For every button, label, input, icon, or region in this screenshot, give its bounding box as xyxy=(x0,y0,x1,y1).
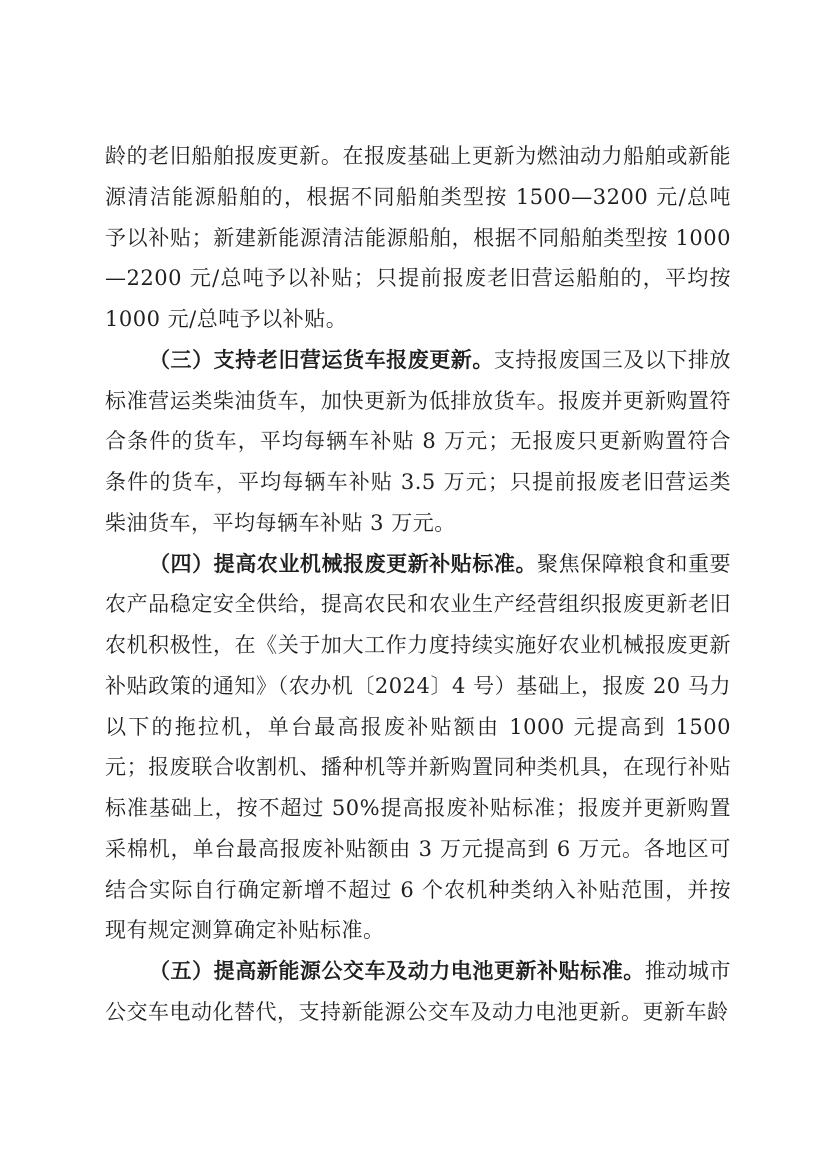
paragraph-item-4 xyxy=(105,544,731,952)
paragraph-continuation xyxy=(105,136,731,340)
paragraph-text: 支持报废国三及以下排放标准营运类柴油货车，加快更新为低排放货车。报废并更新购置符合条件的货车，平均每辆车补贴 8 万元；无报废只更新购置符合条件的货车，平均每辆车补贴 3.5 万元；只提前报废老旧营运类柴油货车，平均每辆车补贴 3 万元。 xyxy=(105,347,731,535)
paragraph-item-3 xyxy=(105,340,731,544)
document-body xyxy=(105,136,731,1033)
paragraph-text: 推动城市公交车电动化替代，支持新能源公交车及动力电池更新。更新车龄 xyxy=(105,959,732,1024)
paragraph-text: 聚焦保障粮食和重要农产品稳定安全供给，提高农民和农业生产经营组织报废更新老旧农机积极性，在《关于加大工作力度持续实施好农业机械报废更新补贴政策的通知》（农办机〔2024〕4 号）基础上，报废 20 马力以下的拖拉机，单台最高报废补贴额由 1000 元提高到 1500 元；报废联合收割机、播种机等并新购置同种类机具，在现行补贴标准基础上，按不超过 50%提高报废补贴标准；报废并更新购置采棉机，单台最高报废补贴额由 3 万元提高到 6 万元。各地区可结合实际自行确定新增不超过 6 个农机种类纳入补贴范围，并按现有规定测算确定补贴标准。 xyxy=(105,551,732,943)
paragraph-text: 龄的老旧船舶报废更新。在报废基础上更新为燃油动力船舶或新能源清洁能源船舶的，根据不同船舶类型按 1500—3200 元/总吨予以补贴；新建新能源清洁能源船舶，根据不同船舶类型按 1000—2200 元/总吨予以补贴；只提前报废老旧营运船舶的，平均按 1000 元/总吨予以补贴。 xyxy=(105,144,731,331)
item-heading: （三）支持老旧营运货车报废更新。 xyxy=(149,346,494,372)
item-heading: （五）提高新能源公交车及动力电池更新补贴标准。 xyxy=(149,958,645,983)
paragraph-item-5 xyxy=(105,951,731,1033)
item-heading: （四）提高农业机械报废更新补贴标准。 xyxy=(149,550,538,576)
